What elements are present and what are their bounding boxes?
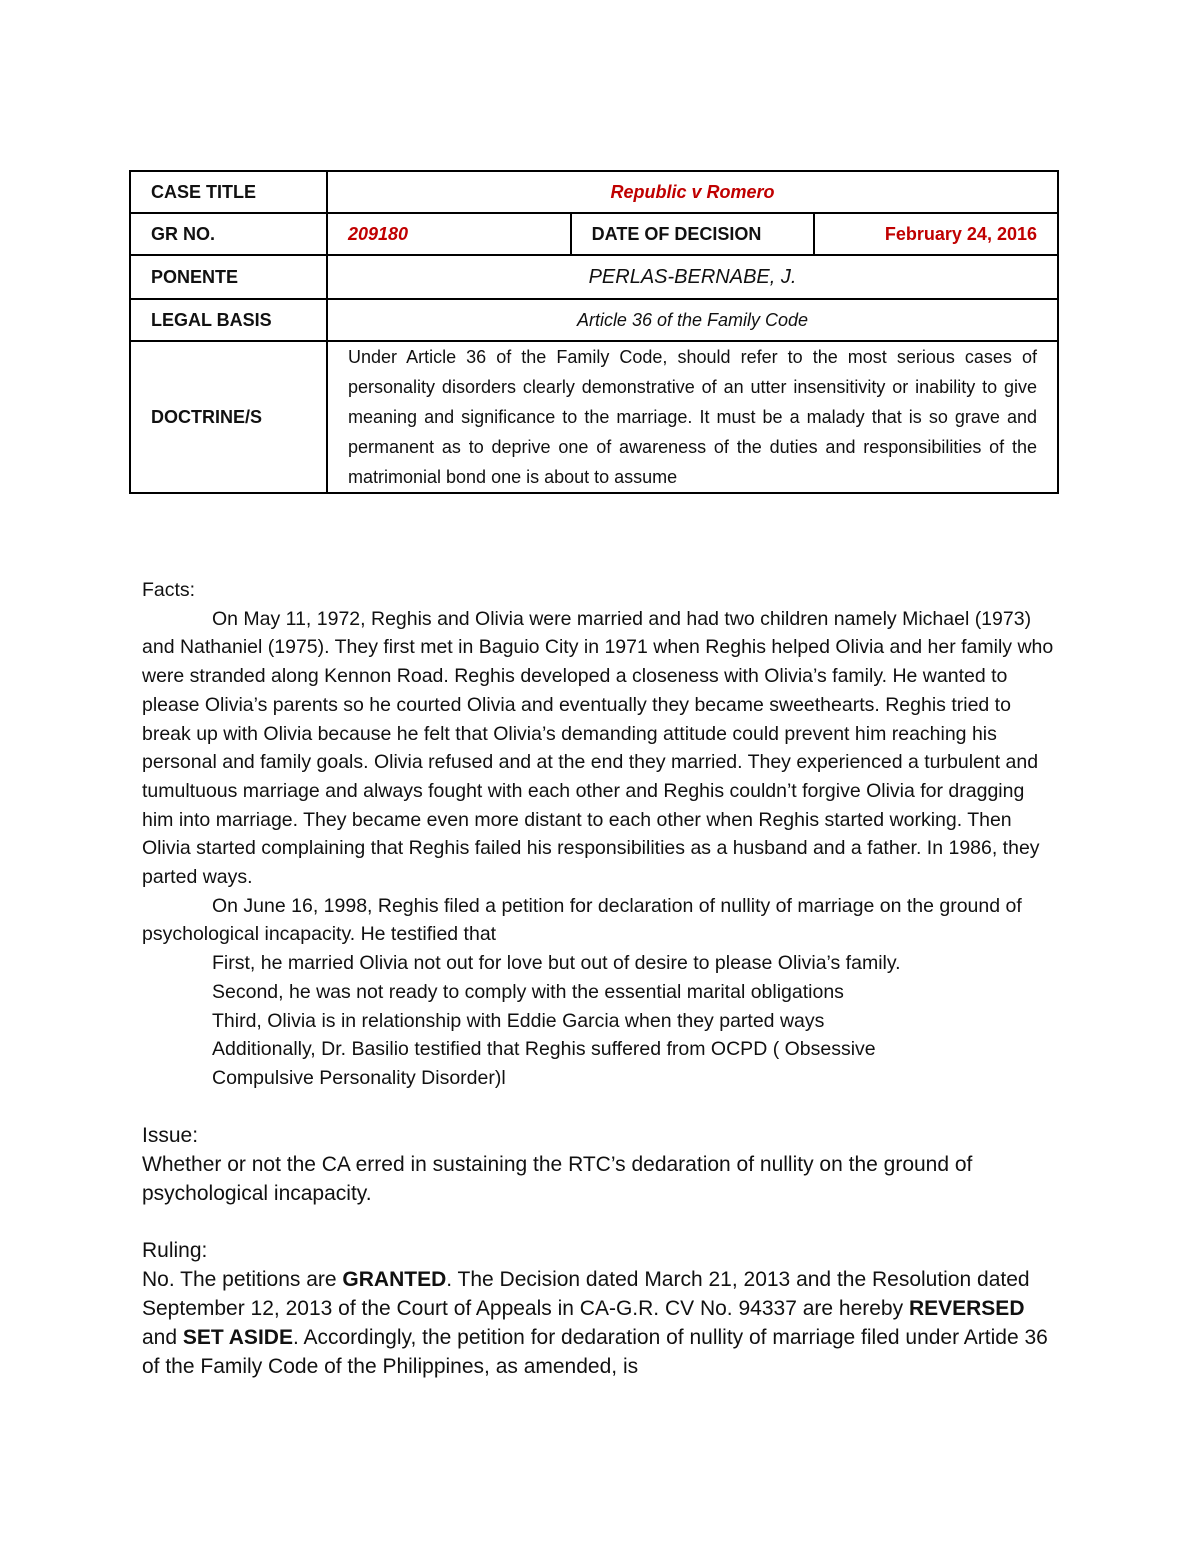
issue-heading: Issue:	[142, 1123, 199, 1147]
spacer	[142, 1208, 1060, 1236]
ruling-text-part-4: . Accordingly, the petition for dedaration of nullity of marriage filed under Artide 36 of the Family Code of the Philippines, as amended, is	[142, 1325, 1048, 1378]
legal-basis-row	[130, 299, 1058, 341]
facts-heading: Facts:	[142, 579, 196, 601]
ruling-text-part-1: No. The petitions are	[142, 1267, 343, 1291]
case-title-row	[130, 171, 1058, 213]
case-title-value: Republic v Romero	[327, 171, 1058, 213]
ruling-text	[142, 1265, 1060, 1381]
facts-item-3: Third, Olivia is in relationship with Eddie Garcia when they parted ways	[212, 1009, 825, 1032]
facts-item-2: Second, he was not ready to comply with the essential marital obligations	[212, 980, 844, 1003]
ponente-label: PONENTE	[130, 255, 327, 299]
facts-item-4: Additionally, Dr. Basilio testified that Reghis suffered from OCPD ( Obsessive Compulsive Personality Disorder)l	[212, 1038, 876, 1089]
date-value: February 24, 2016	[814, 213, 1058, 255]
case-title-label: CASE TITLE	[130, 171, 327, 213]
issue-text: Whether or not the CA erred in sustaining the RTC’s dedaration of nullity on the ground of psychological incapacity.	[142, 1152, 973, 1205]
gr-number: 209180	[327, 213, 571, 255]
ponente-row	[130, 255, 1058, 299]
ruling-text-part-3: and	[142, 1325, 183, 1349]
ruling-heading: Ruling:	[142, 1238, 208, 1262]
legal-basis-value: Article 36 of the Family Code	[327, 299, 1058, 341]
gr-row	[130, 213, 1058, 255]
legal-basis-label: LEGAL BASIS	[130, 299, 327, 341]
facts-paragraph-2: On June 16, 1998, Reghis filed a petition for declaration of nullity of marriage on the ground of psychological incapacity. He testified that	[142, 894, 1022, 946]
case-digest-table	[129, 170, 1059, 494]
set-aside-emphasis: SET ASIDE	[182, 1325, 293, 1349]
ruling-text-part-2: . The Decision dated March 21, 2013 and the Resolution dated September 12, 2013 of the Court of Appeals in CA-G.R. CV No. 94337 are hereby	[142, 1267, 1030, 1320]
case-body	[142, 576, 1060, 1381]
doctrine-label: DOCTRINE/S	[130, 341, 327, 493]
granted-emphasis: GRANTED	[342, 1267, 447, 1291]
facts-paragraph-1: On May 11, 1972, Reghis and Olivia were married and had two children namely Michael (1973) and Nathaniel (1975). They first met in Baguio City in 1971 when Reghis helped Olivia and her family who were stranded along Kennon Road. Reghis developed a closeness with Olivia’s family. He wanted to please Olivia’s parents so he courted Olivia and eventually they became sweethearts. Reghis tried to break up with Olivia because he felt that Olivia’s demanding attitude could prevent him reaching his personal and family goals. Olivia refused and at the end they married. They experienced a turbulent and tumultuous marriage and always fought with each other and Reghis couldn’t forgive Olivia for dragging him into marriage. They became even more distant to each other when Reghis started working. Then Olivia started complaining that Reghis failed his responsibilities as a husband and a father. In 1986, they parted ways.	[142, 607, 1054, 889]
date-label: DATE OF DECISION	[571, 213, 815, 255]
ponente-value: PERLAS-BERNABE, J.	[327, 255, 1058, 299]
spacer	[142, 1093, 1060, 1121]
gr-label: GR NO.	[130, 213, 327, 255]
facts-item-1: First, he married Olivia not out for love but out of desire to please Olivia’s family.	[212, 952, 901, 975]
doctrine-row	[130, 341, 1058, 493]
reversed-emphasis: REVERSED	[908, 1296, 1025, 1320]
doctrine-text: Under Article 36 of the Family Code, should refer to the most serious cases of personality disorders clearly demonstrative of an utter insensitivity or inability to give meaning and significance to the marriage. It must be a malady that is so grave and permanent as to deprive one of awareness of the duties and responsibilities of the matrimonial bond one is about to assume	[327, 341, 1058, 493]
